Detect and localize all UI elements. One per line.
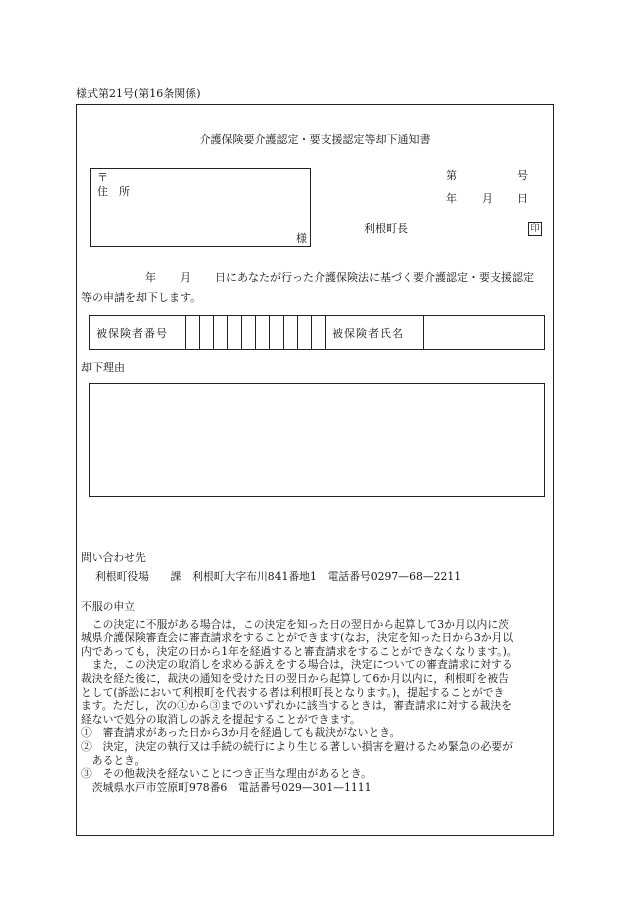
appeal-line: 茨城県水戸市笠原町978番6 電話番号029—301—1111 <box>81 780 372 794</box>
address-box <box>90 168 311 247</box>
date-day: 日 <box>517 192 528 205</box>
digit-cell <box>256 316 270 349</box>
appeal-line: ます。ただし，次の①から③までのいずれかに該当するときは，審査請求に対する裁決を <box>81 699 513 713</box>
insured-number-label: 被保険者番号 <box>90 316 186 349</box>
insured-id-table <box>89 315 545 350</box>
notice-text-2: 等の申請を却下します。 <box>81 291 202 304</box>
appeal-line: また，この決定の取消しを求める訴えをする場合は，決定についての審査請求に対する <box>81 658 513 672</box>
doc-number-go: 号 <box>517 169 528 182</box>
doc-number-dai: 第 <box>446 169 457 182</box>
appeal-line: 内であっても，決定の日から1年を経過すると審査請求をすることができなくなります。)。 <box>81 644 518 658</box>
address-label: 住 所 <box>97 185 130 198</box>
document-title: 介護保険要介護認定・要支援認定等却下通知書 <box>199 133 431 146</box>
digit-cell <box>242 316 256 349</box>
appeal-line: 経ないで処分の取消しの訴えを提起することができます。 <box>81 712 361 726</box>
form-number: 様式第21号(第16条関係) <box>76 87 201 100</box>
appeal-line: ③ その他裁決を経ないことにつき正当な理由があるとき。 <box>81 767 372 781</box>
digit-cell <box>298 316 312 349</box>
appeal-heading: 不服の申立 <box>81 600 135 613</box>
appeal-line: として(訴訟において利根町を代表する者は利根町長となります。)，提起することができ <box>81 685 505 699</box>
issuer: 利根町長 <box>364 222 408 235</box>
appeal-line: この決定に不服がある場合は，この決定を知った日の翌日から起算して3か月以内に茨 <box>81 617 509 631</box>
digit-cell <box>284 316 298 349</box>
seal-mark: 印 <box>528 222 542 236</box>
appeal-line: ② 決定，決定の執行又は手続の続行により生じる著しい損害を避けるため緊急の必要が <box>81 739 513 753</box>
notice-text-1: 日にあなたが行った介護保険法に基づく要介護認定・要支援認定 <box>215 271 534 284</box>
notice-form <box>76 104 554 836</box>
reason-label: 却下理由 <box>81 361 125 374</box>
digit-cell <box>200 316 214 349</box>
honorific: 様 <box>296 232 307 245</box>
appeal-line: ① 審査請求があった日から3か月を経過しても裁決がないとき。 <box>81 726 401 740</box>
insured-name-value <box>424 316 544 349</box>
contact-section <box>81 551 547 583</box>
notice-year: 年 <box>145 271 156 284</box>
digit-cell <box>312 316 326 349</box>
reason-box <box>89 383 545 497</box>
digit-cell <box>214 316 228 349</box>
appeal-line: あるとき。 <box>81 753 146 767</box>
appeal-line: 裁決を経た後に，裁決の通知を受けた日の翌日から起算して6か月以内に，利根町を被告 <box>81 671 509 685</box>
date-month: 月 <box>482 192 493 205</box>
appeal-section <box>81 600 547 794</box>
insured-name-label: 被保険者氏名 <box>326 316 424 349</box>
digit-cell <box>186 316 200 349</box>
notice-month: 月 <box>180 271 191 284</box>
contact-label: 問い合わせ先 <box>81 551 146 564</box>
postal-mark: 〒 <box>97 171 108 184</box>
digit-cell <box>270 316 284 349</box>
contact-line: 利根町役場 課 利根町大字布川841番地1 電話番号0297—68—2211 <box>95 569 462 583</box>
digit-cell <box>228 316 242 349</box>
appeal-line: 城県介護保険審査会に審査請求をすることができます(なお，決定を知った日から3か月以 <box>81 631 514 645</box>
date-year: 年 <box>446 192 457 205</box>
